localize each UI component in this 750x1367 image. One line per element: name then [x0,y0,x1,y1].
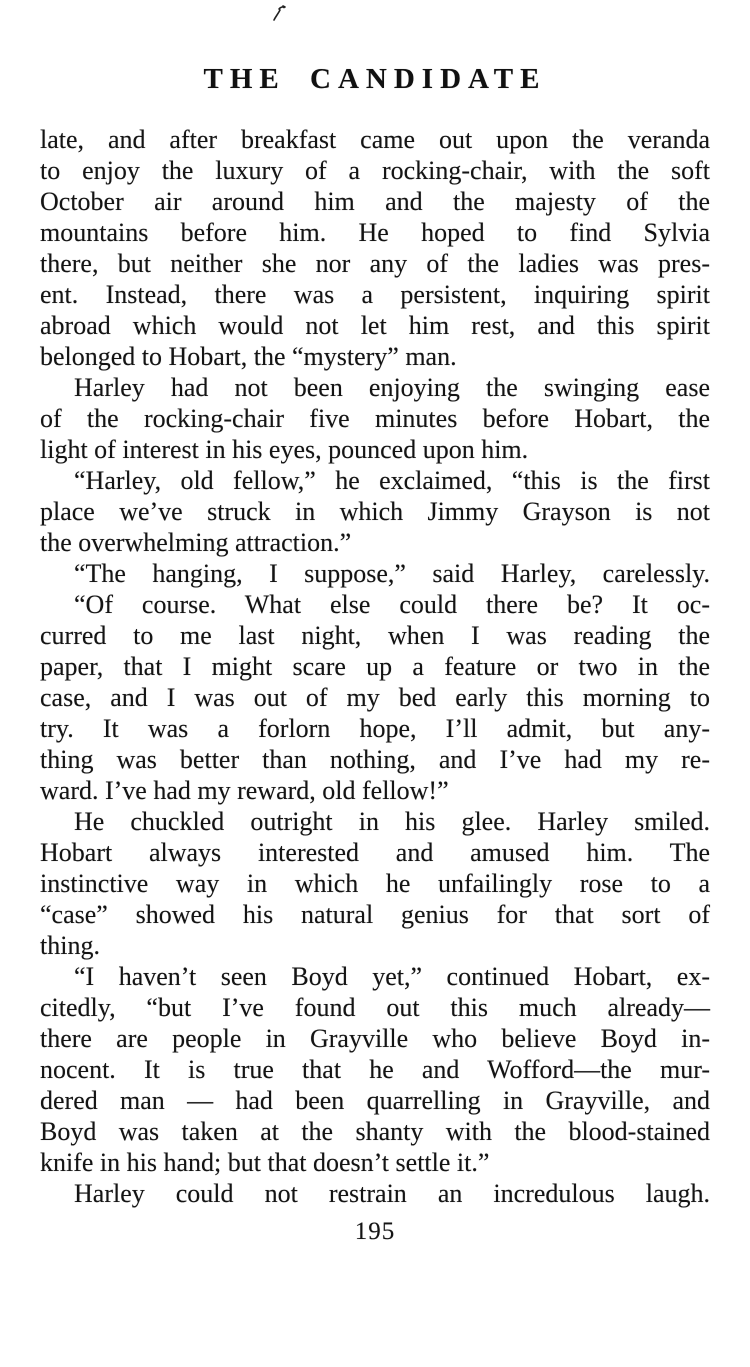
text-line: ent. Instead, there was a persistent, inquiring spirit [40,279,710,309]
text-line: thing was better than nothing, and I’ve had my re- [40,744,710,774]
paragraph [40,465,710,558]
text-body [40,124,710,1209]
text-line: thing. [40,930,100,960]
text-line: October air around him and the majesty of the [40,186,710,216]
text-line: “Harley, old fellow,” he exclaimed, “this is the first [74,465,710,495]
text-line: belonged to Hobart, the “mystery” man. [40,341,457,371]
text-line: there, but neither she nor any of the ladies was pres- [40,248,710,278]
paragraph [40,589,710,806]
text-line: citedly, “but I’ve found out this much already— [40,992,710,1022]
text-line: there are people in Grayville who believe Boyd in- [40,1023,710,1053]
text-line: Harley had not been enjoying the swinging ease [74,372,710,402]
text-line: curred to me last night, when I was reading the [40,620,710,650]
text-line: place we’ve struck in which Jimmy Grayson is not [40,496,710,526]
paragraph [40,558,710,589]
text-line: Harley could not restrain an incredulous laugh. [74,1178,710,1208]
text-line: dered man — had been quarrelling in Grayville, and [40,1085,710,1115]
text-line: “The hanging, I suppose,” said Harley, carelessly. [74,558,710,588]
text-line: paper, that I might scare up a feature or two in the [40,651,710,681]
text-line: of the rocking-chair five minutes before Hobart, the [40,403,710,433]
text-line: abroad which would not let him rest, and this spirit [40,310,710,340]
text-line: “case” showed his natural genius for that sort of [40,899,710,929]
text-line: mountains before him. He hoped to find Sylvia [40,217,710,247]
text-line: to enjoy the luxury of a rocking-chair, with the soft [40,155,710,185]
text-line: Boyd was taken at the shanty with the blood-stained [40,1116,710,1146]
text-line: “I haven’t seen Boyd yet,” continued Hobart, ex- [74,961,710,991]
text-line: the overwhelming attraction.” [40,527,352,557]
text-line: late, and after breakfast came out upon the veranda [40,124,710,154]
text-line: light of interest in his eyes, pounced upon him. [40,434,529,464]
text-line: Hobart always interested and amused him. The [40,837,710,867]
scan-artifact-mark [272,4,288,24]
paragraph [40,372,710,465]
text-line: try. It was a forlorn hope, I’ll admit, but any- [40,713,710,743]
text-line: case, and I was out of my bed early this morning to [40,682,710,712]
text-line: knife in his hand; but that doesn’t settle it.” [40,1147,490,1177]
text-line: ward. I’ve had my reward, old fellow!” [40,775,449,805]
text-line: instinctive way in which he unfailingly rose to a [40,868,710,898]
paragraph [40,806,710,961]
text-line: nocent. It is true that he and Wofford—the mur- [40,1054,710,1084]
paragraph [40,1178,710,1209]
page-title: THE CANDIDATE [203,63,547,95]
text-line: He chuckled outright in his glee. Harley smiled. [74,806,710,836]
paragraph [40,961,710,1178]
text-line: “Of course. What else could there be? It oc- [74,589,710,619]
page-number: 195 [354,1217,396,1245]
paragraph [40,124,710,372]
